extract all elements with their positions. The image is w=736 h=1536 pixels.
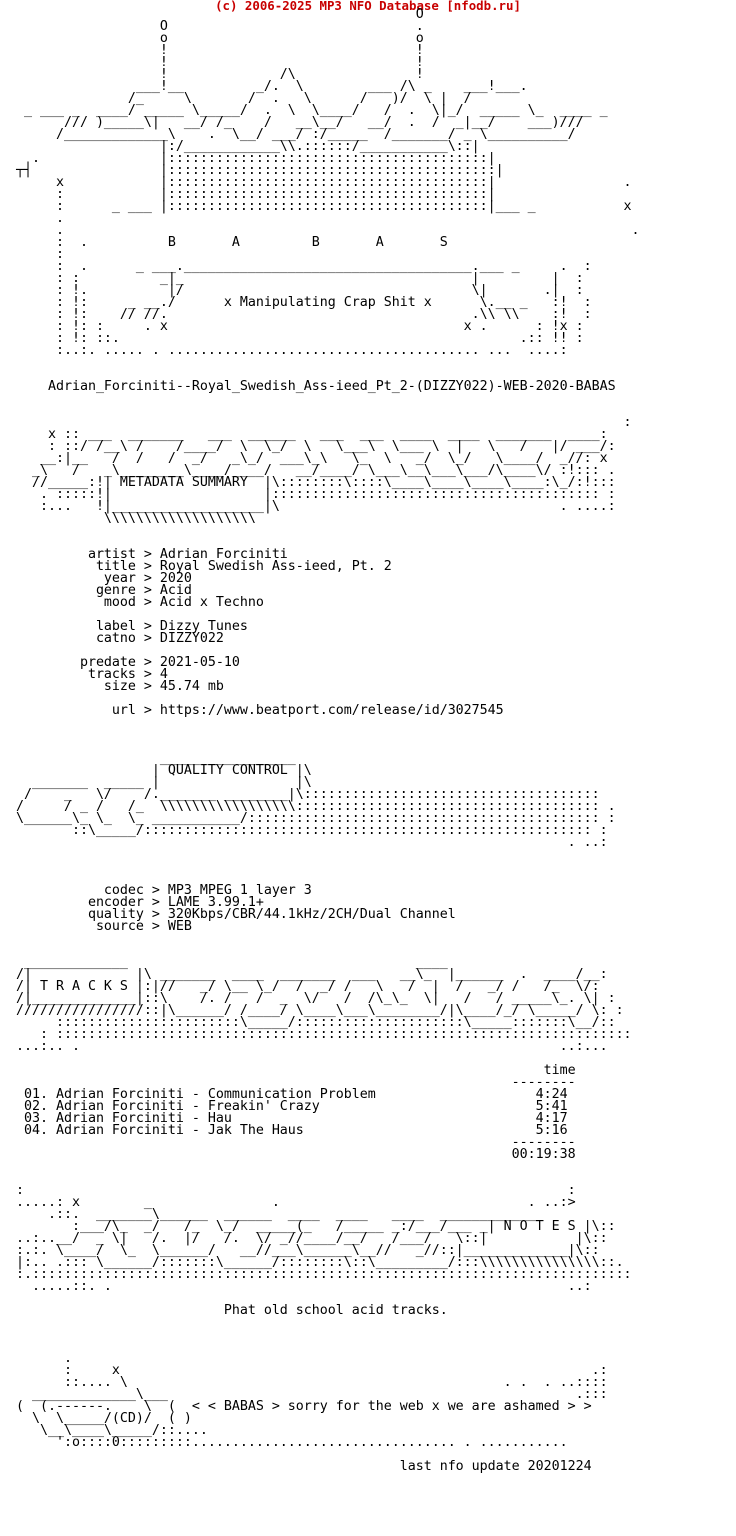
nfo-line: \__\____\_____/::.... [16, 1423, 208, 1438]
nfo-line: _ ___ _ ____/ _____ \_____/ . \ \____/ / . \|_/ _____ \_ ____ _ [16, 103, 608, 118]
nfo-line: _________________ [16, 751, 296, 766]
nfo-line: . ..: [16, 835, 608, 850]
nfo-line: :::::::::::::::::::::::\_____/:::::::::::::::::::::\_____:::::::\__/:: [16, 1015, 616, 1030]
nfo-line: year > 2020 [16, 571, 192, 586]
nfo-line: / _ \/ /._______ ________|\::::::::::::::::::::::::::::::::::::: [16, 787, 600, 802]
nfo-line: ( (.------. \ ( < < BABAS > sorry for the web x we are ashamed > > [16, 1399, 592, 1414]
nfo-line: 04. Adrian Forciniti - Jak The Haus 5:16 [16, 1123, 568, 1138]
nfo-line: . . [16, 223, 640, 238]
nfo-line: _____________\___ .::: [16, 1387, 608, 1402]
nfo-line: :___/\_ _/ /_ \_/ _____(_ /_____ _:/___/___ _| N O T E S |\:: [16, 1219, 616, 1234]
nfo-line: : _ ___ |::::::::::::::::::::::::::::::::::::::::|___ _ x [16, 199, 632, 214]
nfo-line: : !: : . x x . : !x : [16, 319, 584, 334]
nfo-line: size > 45.74 mb [16, 679, 224, 694]
nfo-line: 00:19:38 [16, 1147, 576, 1162]
nfo-line: 01. Adrian Forciniti - Communication Problem 4:24 [16, 1087, 568, 1102]
nfo-line: : [16, 247, 64, 262]
nfo-line [16, 717, 640, 729]
nfo-line: mood > Acid x Techno [16, 595, 264, 610]
nfo-line: label > Dizzy Tunes [16, 619, 248, 634]
nfo-line: /_ \ / . \ / )/ \ | / [16, 91, 472, 106]
nfo-line: : . _ ___.____________________________________.___ _ . : [16, 259, 592, 274]
nfo-line: .::. _______\______ ______ ____ ____ ____ _____________ [16, 1207, 544, 1222]
nfo-line: ! ! [16, 55, 424, 70]
nfo-line: | QUALITY CONTROL |\ [16, 763, 312, 778]
nfo-line: source > WEB [16, 919, 192, 934]
nfo-line: catno > DIZZY022 [16, 631, 224, 646]
nfo-line: Phat old school acid tracks. [16, 1303, 448, 1318]
nfo-line: : !. |/ \| .| : [16, 283, 584, 298]
nfo-line: ! ! [16, 43, 424, 58]
nfo-line: /| T R A C K S |:|// _/ \__ \_/ / _/ / \ / | / _/ / /_ \/: [16, 979, 600, 994]
nfo-line: . [16, 211, 64, 226]
nfo-line [16, 525, 640, 537]
nfo-line: -------- [16, 1075, 576, 1090]
nfo-line [16, 729, 640, 741]
nfo-line [16, 393, 640, 405]
nfo-line [16, 357, 640, 369]
nfo-line: time [16, 1063, 576, 1078]
nfo-line: : |::::::::::::::::::::::::::::::::::::::::| [16, 187, 496, 202]
nfo-line: O . [16, 19, 424, 34]
nfo-line: quality > 320Kbps/CBR/44.1kHz/2CH/Dual Channel [16, 907, 456, 922]
nfo-line: .....: x _ . . ..:> [16, 1195, 576, 1210]
nfo-line [16, 1161, 640, 1173]
nfo-line: ...:.. . ..:... [16, 1039, 608, 1054]
nfo-line: /_____________\ . \__/ ___/ :/_____ /_______/ _ \__________/ [16, 127, 576, 142]
copyright-banner: (c) 2006-2025 MP3 NFO Database [nfodb.ru] [215, 0, 521, 13]
nfo-line: : !: ::. .:: !! : [16, 331, 584, 346]
nfo-line: /|_____________|::\ /. / / _ \/ / /\_\_ \| / / _____\_. \| : [16, 991, 616, 1006]
nfo-line: /// )_____\| __/ /_ / __\__/ __/ . / _|__/ ___)/// [16, 115, 584, 130]
nfo-line: \\\\\\\\\\\\\\\\\\\ [16, 511, 256, 526]
nfo-line [16, 933, 640, 945]
nfo-line: 03. Adrian Forciniti - Hau 4:17 [16, 1111, 568, 1126]
nfo-line: |:/____________\\.::::::/___________\::| [16, 139, 480, 154]
nfo-line: predate > 2021-05-10 [16, 655, 240, 670]
nfo-line: _____________ ____ [16, 955, 448, 970]
nfo-line: : : _|_ | | : [16, 271, 584, 286]
nfo-line: _\ / _\________\____/____/ __/____/ \___\__\___\___/\____\/ :!::: . [16, 463, 616, 478]
nfo-line: ////////////////::|\______/ /____/ \____\___\________/|\____/_/ \_____/ \: : [16, 1003, 624, 1018]
nfo-line: encoder > LAME 3.99.1+ [16, 895, 264, 910]
nfo-line: . [16, 1351, 72, 1366]
nfo-line [16, 1317, 640, 1329]
nfo-line: :.:. \____/ \_ \______/ __//___\______\__// _//::|_____________|\:: [16, 1243, 600, 1258]
nfo-line: :.::::::::::::::::::::::::::::::::::::::::::::::::::::::::::::::::::::::::::: [16, 1267, 632, 1282]
nfo-line: last nfo update 20201224 [16, 1459, 592, 1474]
nfo-line: Adrian_Forciniti--Royal_Swedish_Ass-ieed_Pt_2-(DIZZY022)-WEB-2020-BABAS [16, 379, 616, 394]
nfo-line: ┬┤ |:::::::::::::::::::::::::::::::::::::::::| [16, 163, 504, 178]
nfo-line: : :::::::::::::::::::::::::::::::::::::::::::::::::::::::::::::::::::::::: [16, 1027, 632, 1042]
nfo-line: ! /\ ! [16, 67, 424, 82]
nfo-line: :... !|___________________|\ . ....: [16, 499, 616, 514]
nfo-line: x :: ___ _______ ___ ______ ___ ___ ____ ____ _______ ____: [16, 427, 608, 442]
nfo-line: o o [16, 31, 424, 46]
nfo-line [16, 861, 640, 873]
nfo-line: x |::::::::::::::::::::::::::::::::::::::::| . [16, 175, 632, 190]
nfo-line: title > Royal Swedish Ass-ieed, Pt. 2 [16, 559, 392, 574]
nfo-line: \ \_____/(CD)/ ( ) [16, 1411, 192, 1426]
nfo-line: ___!__ _/. \ ___ /\ _ ___!___. [16, 79, 528, 94]
nfo-line: ..:..__/ _ \| /. |/ /. \/ _//____/__/ /___/ \::| |\:: [16, 1231, 608, 1246]
nfo-line: :..:. ..... . ....................................... ... ....: [16, 343, 568, 358]
nfo-line: : !: _ __./ x Manipulating Crap Shit x \.__ _ :! : [16, 295, 592, 310]
nfo-line: .....::. . ..: [16, 1279, 592, 1294]
nfo-line: //_____:!| METADATA SUMMARY |\::::::::\::::\____\____\____\____:\_/:!::: [16, 475, 616, 490]
nfo-line: -------- [16, 1135, 576, 1150]
nfo-line: ':o::::0:::::::::................................. . ........... [16, 1435, 568, 1450]
nfo-line: \______\_ \_ \_ ___________/:::::::::::::::::::::::::::::::::::::::::::: : [16, 811, 616, 826]
nfo-line: : ::/ /__\ / /____/ \ \_/ \ \___\ \___ \ | \ / |/ ___/: [16, 439, 616, 454]
nfo-line: |:.. .::: \______/:::::::\______/::::::::\::\_________/:::\\\\\\\\\\\\\\\::. [16, 1255, 624, 1270]
nfo-line: /| |\ _______ ____ _______ ___ __\_ |______ . ____/__: [16, 967, 608, 982]
nfo-line: : !: // //. .\\ \\ :! : [16, 307, 592, 322]
nfo-line: __:|__ / / / _/ _\_/ ___\_\ \_ \ _/ \_/ \____/ _//: x [16, 451, 608, 466]
nfo-line: ::\_____/:::::::::::::::::::::::::::::::::::::::::::::::::::::::: : [16, 823, 608, 838]
nfo-line: . |::::::::::::::::::::::::::::::::::::::::| [16, 151, 496, 166]
nfo-line: : [16, 415, 632, 430]
nfo-line: 02. Adrian Forciniti - Freakin' Crazy 5:41 [16, 1099, 568, 1114]
nfo-line [16, 1341, 640, 1353]
nfo-line: : : [16, 1183, 576, 1198]
nfo-line: O [16, 7, 424, 22]
nfo-line: / / _ / /_ \\\\\\\\\\\\\\\\\:::::::::::::::::::::::::::::::::::::: . [16, 799, 616, 814]
nfo-line: _______ _____ | |\ [16, 775, 312, 790]
nfo-line: . :::::!| |::::::::::::::::::::::::::::::::::::::::: : [16, 487, 616, 502]
nfo-line: codec > MP3 MPEG 1 layer 3 [16, 883, 312, 898]
nfo-line: ::.... \ . . . ..:::: [16, 1375, 608, 1390]
nfo-line: tracks > 4 [16, 667, 168, 682]
nfo-line [16, 1329, 640, 1341]
nfo-line: : . B A B A S [16, 235, 448, 250]
nfo-line: artist > Adrian Forciniti [16, 547, 288, 562]
nfo-line: genre > Acid [16, 583, 192, 598]
nfo-text-block [16, 9, 640, 1473]
nfo-line [16, 849, 640, 861]
nfo-line: : x .: [16, 1363, 608, 1378]
nfo-line: url > https://www.beatport.com/release/id/3027545 [16, 703, 504, 718]
